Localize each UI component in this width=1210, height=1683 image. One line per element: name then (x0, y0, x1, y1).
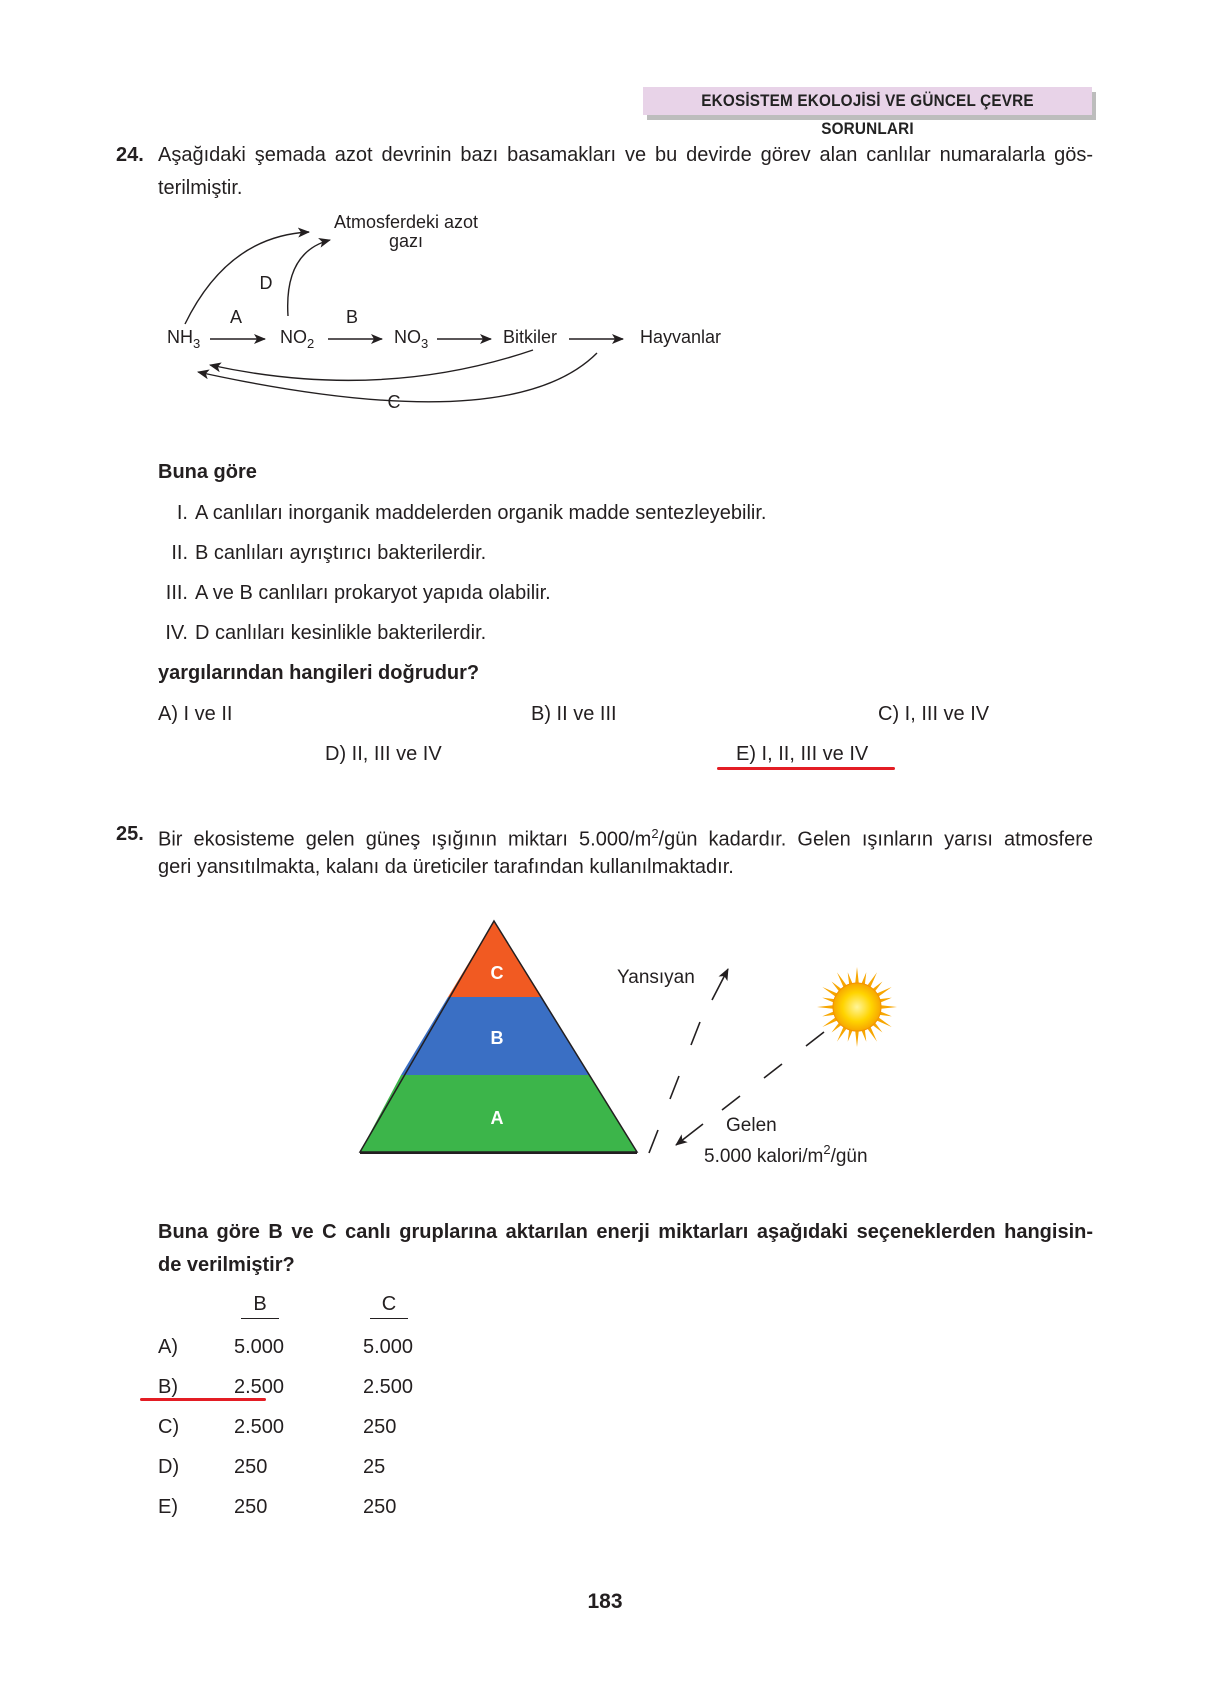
question-25-prompt-line1: Buna göre B ve C canlı gruplarına aktarılan enerji miktarları aşağıdaki seçeneklerden hangisin- (158, 1221, 1093, 1243)
statement-2-text: B canlıları ayrıştırıcı bakterilerdir. (195, 542, 487, 564)
answer-underline-25 (140, 1398, 266, 1401)
incoming-value: 5.000 kalori/$m^2$/gün (704, 1142, 868, 1167)
table-cell-b: 2.500 (234, 1416, 285, 1438)
label-c: C (387, 392, 401, 412)
page-number: 183 (587, 1590, 623, 1613)
reflected-ray (649, 969, 728, 1153)
incoming-label: Gelen (726, 1115, 777, 1136)
table-cell-b: 5.000 (234, 1336, 285, 1358)
question-25-prompt-line2: de verilmiştir? (158, 1254, 295, 1276)
animals-label: Hayvanlar (640, 327, 722, 347)
table-header-b: B (241, 1290, 279, 1319)
question-25-text-line2: geri yansıtılmakta, kalanı da üreticiler tarafından kullanılmaktadır. (158, 856, 734, 878)
question-24-number: 24. (116, 144, 144, 166)
table-cell-c: 25 (363, 1456, 386, 1478)
table-cell-c: 250 (363, 1496, 397, 1518)
chapter-title: EKOSİSTEM EKOLOJİSİ VE GÜNCEL ÇEVRE SORUNLARI (701, 91, 1034, 138)
label-a: A (229, 307, 243, 327)
statement-4-text: D canlıları kesinlikle bakterilerdir. (195, 622, 487, 644)
pyramid-label-b: B (490, 1028, 504, 1048)
table-row-label[interactable]: B) (158, 1376, 178, 1398)
label-b: B (345, 307, 359, 327)
question-24-lead: Buna göre (158, 461, 257, 483)
option-24-d[interactable]: D) II, III ve IV (325, 743, 442, 765)
table-row-label[interactable]: C) (158, 1416, 180, 1438)
statement-1-num: I. (176, 502, 188, 524)
table-cell-c: 5.000 (363, 1336, 414, 1358)
svg-text:Atmosferdeki azot: Atmosferdeki azot (333, 212, 479, 232)
statement-2-num: II. (171, 542, 188, 564)
label-d: D (259, 273, 273, 293)
sun-icon (817, 967, 897, 1047)
table-row-label[interactable]: E) (158, 1496, 178, 1518)
question-24-text-line1: Aşağıdaki şemada azot devrinin bazı basamakları ve bu devirde görev alan canlılar numaralarla gös- (158, 144, 1093, 166)
table-row-label[interactable]: D) (158, 1456, 180, 1478)
statement-4-num: IV. (165, 622, 188, 644)
table-cell-b: 250 (234, 1456, 268, 1478)
no3-label: $NO_3$ (394, 327, 429, 351)
table-cell-c: 2.500 (363, 1376, 414, 1398)
question-25-number: 25. (116, 823, 144, 845)
option-24-e[interactable]: E) I, II, III ve IV (736, 743, 869, 765)
table-cell-b: 250 (234, 1496, 268, 1518)
pyramid-label-a: A (490, 1108, 504, 1128)
table-row-label[interactable]: A) (158, 1336, 178, 1358)
option-24-c[interactable]: C) I, III ve IV (878, 703, 990, 725)
question-24-prompt: yargılarından hangileri doğrudur? (158, 662, 480, 684)
statement-1-text: A canlıları inorganik maddelerden organik madde sentezleyebilir. (195, 502, 767, 524)
option-24-b[interactable]: B) II ve III (531, 703, 617, 725)
pyramid-level-c (448, 921, 542, 997)
table-header-c: C (370, 1290, 408, 1319)
pyramid-label-c: C (490, 963, 504, 983)
table-cell-c: 250 (363, 1416, 397, 1438)
plants-label: Bitkiler (503, 327, 558, 347)
no2-label: $NO_2$ (280, 327, 315, 351)
svg-text:gazı: gazı (388, 231, 424, 251)
statement-3-num: III. (165, 582, 188, 604)
question-24-text-line2: terilmiştir. (158, 177, 243, 199)
statement-3-text: A ve B canlıları prokaryot yapıda olabilir. (195, 582, 551, 604)
reflected-label: Yansıyan (617, 967, 695, 988)
table-cell-b: 2.500 (234, 1376, 285, 1398)
question-25-text-line1: Bir ekosisteme gelen güneş ışığının miktarı $5.000/m^2$/gün kadardır. Gelen ışınların yarısı atmosfere (158, 826, 1093, 851)
option-24-a[interactable]: A) I ve II (158, 703, 233, 725)
nh3-label: $NH_3$ (167, 327, 201, 351)
